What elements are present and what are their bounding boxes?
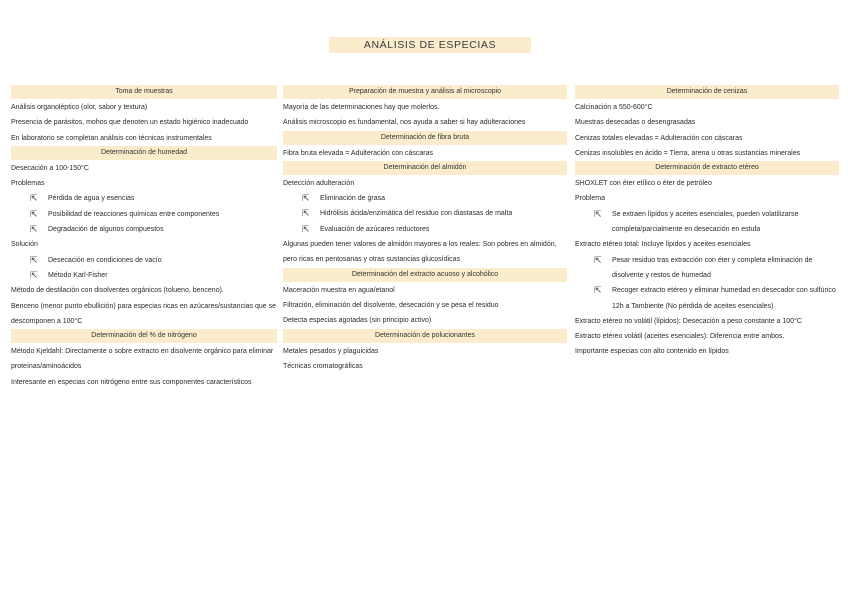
text-line: Maceración muestra en agua/etanol [283,286,395,294]
bullet-item: ⇱ Degradación de algunos compuestos [11,222,277,237]
section-header-almidon: Determinación del almidón [283,161,567,175]
text-line: Cenizas totales elevadas = Adulteración con cáscaras [575,134,743,142]
bullet-item: ⇱ Recoger extracto etéreo y eliminar humedad en desecador con sulfúrico 12h a Tambiente (No pérdida de aceites esenciales) [594,285,836,310]
hand-arrow-icon: ⇱ [30,254,38,265]
text-line: Extracto etéreo no volátil (lípidos): Desecación a peso constante a 100°C [575,317,802,325]
hand-arrow-icon: ⇱ [594,208,602,219]
section-header-polucionantes: Determinación de polucionantes [283,329,567,343]
bullet-item: ⇱ Posibilidad de reacciones químicas entre componentes [11,207,277,222]
text-line: Filtración, eliminación del disolvente, desecación y se pesa el residuo [283,301,499,309]
section-header-toma-muestras: Toma de muestras [11,85,277,99]
section-header-humedad: Determinación de humedad [11,146,277,160]
text-line: Benceno (menor punto ebullición) para especias ricas en azúcares/sustancias que se descomponen a 100°C [11,302,276,325]
section-header-extracto-acuoso: Determinación del extracto acuoso y alcohólico [283,268,567,282]
text-line: SHOXLET con éter etílico o éter de petróleo [575,180,712,188]
text-line: Fibra bruta elevada = Adulteración con cáscaras [283,149,434,157]
bullet-item: ⇱ Método Karl-Fisher [11,268,277,283]
hand-arrow-icon: ⇱ [302,223,310,234]
text-line: Problemas [11,180,45,188]
text-line: Desecación a 100-150°C [11,164,89,172]
text-line: Cenizas insolubles en ácido = Tierra, arena u otras sustancias minerales [575,149,801,157]
text-line: Presencia de parásitos, mohos que denoten un estado higiénico inadecuado [11,119,249,127]
bullet-item: ⇱ Desecación en condiciones de vacío [11,253,277,268]
section-header-preparacion: Preparación de muestra y análisis al microscopio [283,85,567,99]
text-line: Mayoría de las determinaciones hay que molerlos. [283,104,440,111]
hand-arrow-icon: ⇱ [30,208,38,219]
text-line: Detecta especias agotadas (sin principio activo) [283,317,432,325]
text-line: Análisis organoléptico (olor, sabor y textura) [11,104,148,111]
text-line: Problema [575,195,605,203]
hand-arrow-icon: ⇱ [30,224,38,235]
text-line: Detección adulteración [283,179,355,187]
hand-arrow-icon: ⇱ [30,269,38,280]
page-title: ANÁLISIS DE ESPECIAS [329,37,531,53]
text-line: Método de destilación con disolventes orgánicos (tolueno, benceno). [11,287,224,295]
hand-arrow-icon: ⇱ [30,193,38,204]
section-header-fibra: Determinación de fibra bruta [283,131,567,145]
text-line: Metales pesados y plaguicidas [283,347,379,355]
bullet-item: ⇱ Pérdida de agua y esencias [11,191,277,206]
text-line: Método Kjeldahl: Directamente o sobre extracto en disolvente orgánico para eliminar proteínas/aminoácidos [11,348,274,371]
column-left [11,85,277,390]
bullet-item: ⇱ Hidrólisis ácida/enzimática del residuo con diastasas de malta [283,206,567,221]
text-line: Solución [11,241,38,249]
hand-arrow-icon: ⇱ [302,193,310,204]
bullet-item: ⇱ Se extraen lípidos y aceites esenciales, pueden volatilizarse completa/parcialmente en desecación en estufa [594,208,799,234]
text-line: Importante especias con alto contenido en lípidos [575,348,729,356]
bullet-item: ⇱ Pesar residuo tras extracción con éter y completa eliminación de disolvente y restos de humedad [594,254,813,279]
bullet-item: ⇱ Evaluación de azúcares reductores [283,222,567,237]
hand-arrow-icon: ⇱ [302,208,310,219]
text-line: Algunas pueden tener valores de almidón mayores a los reales: Son pobres en almidón, pero ricas en pentosanas y otras sustancias glucosídicas [283,241,557,264]
text-line: Extracto etéreo volátil (aceites esenciales): Diferencia entre ambos. [575,333,785,341]
column-middle [283,85,567,374]
hand-arrow-icon: ⇱ [594,254,602,265]
section-header-extracto-etereo: Determinación de extracto etéreo [575,161,839,175]
section-header-nitrogeno: Determinación del % de nitrógeno [11,329,277,343]
text-line: Interesante en especias con nitrógeno entre sus componentes característicos [11,378,252,386]
text-line: Muestras desecadas o desengrasadas [575,119,696,127]
bullet-item: ⇱ Eliminación de grasa [283,191,567,206]
section-header-cenizas: Determinación de cenizas [575,85,839,99]
column-right [575,85,839,360]
text-line: En laboratorio se completan análisis con técnicas instrumentales [11,134,212,142]
text-line: Extracto etéreo total: Incluye lípidos y aceites esenciales [575,241,751,249]
hand-arrow-icon: ⇱ [594,285,602,296]
text-line: Técnicas cromatográficas [283,362,363,370]
text-line: Análisis microscopio es fundamental, nos ayuda a saber si hay adulteraciones [283,119,526,127]
text-line: Calcinación a 550-600°C [575,104,653,111]
